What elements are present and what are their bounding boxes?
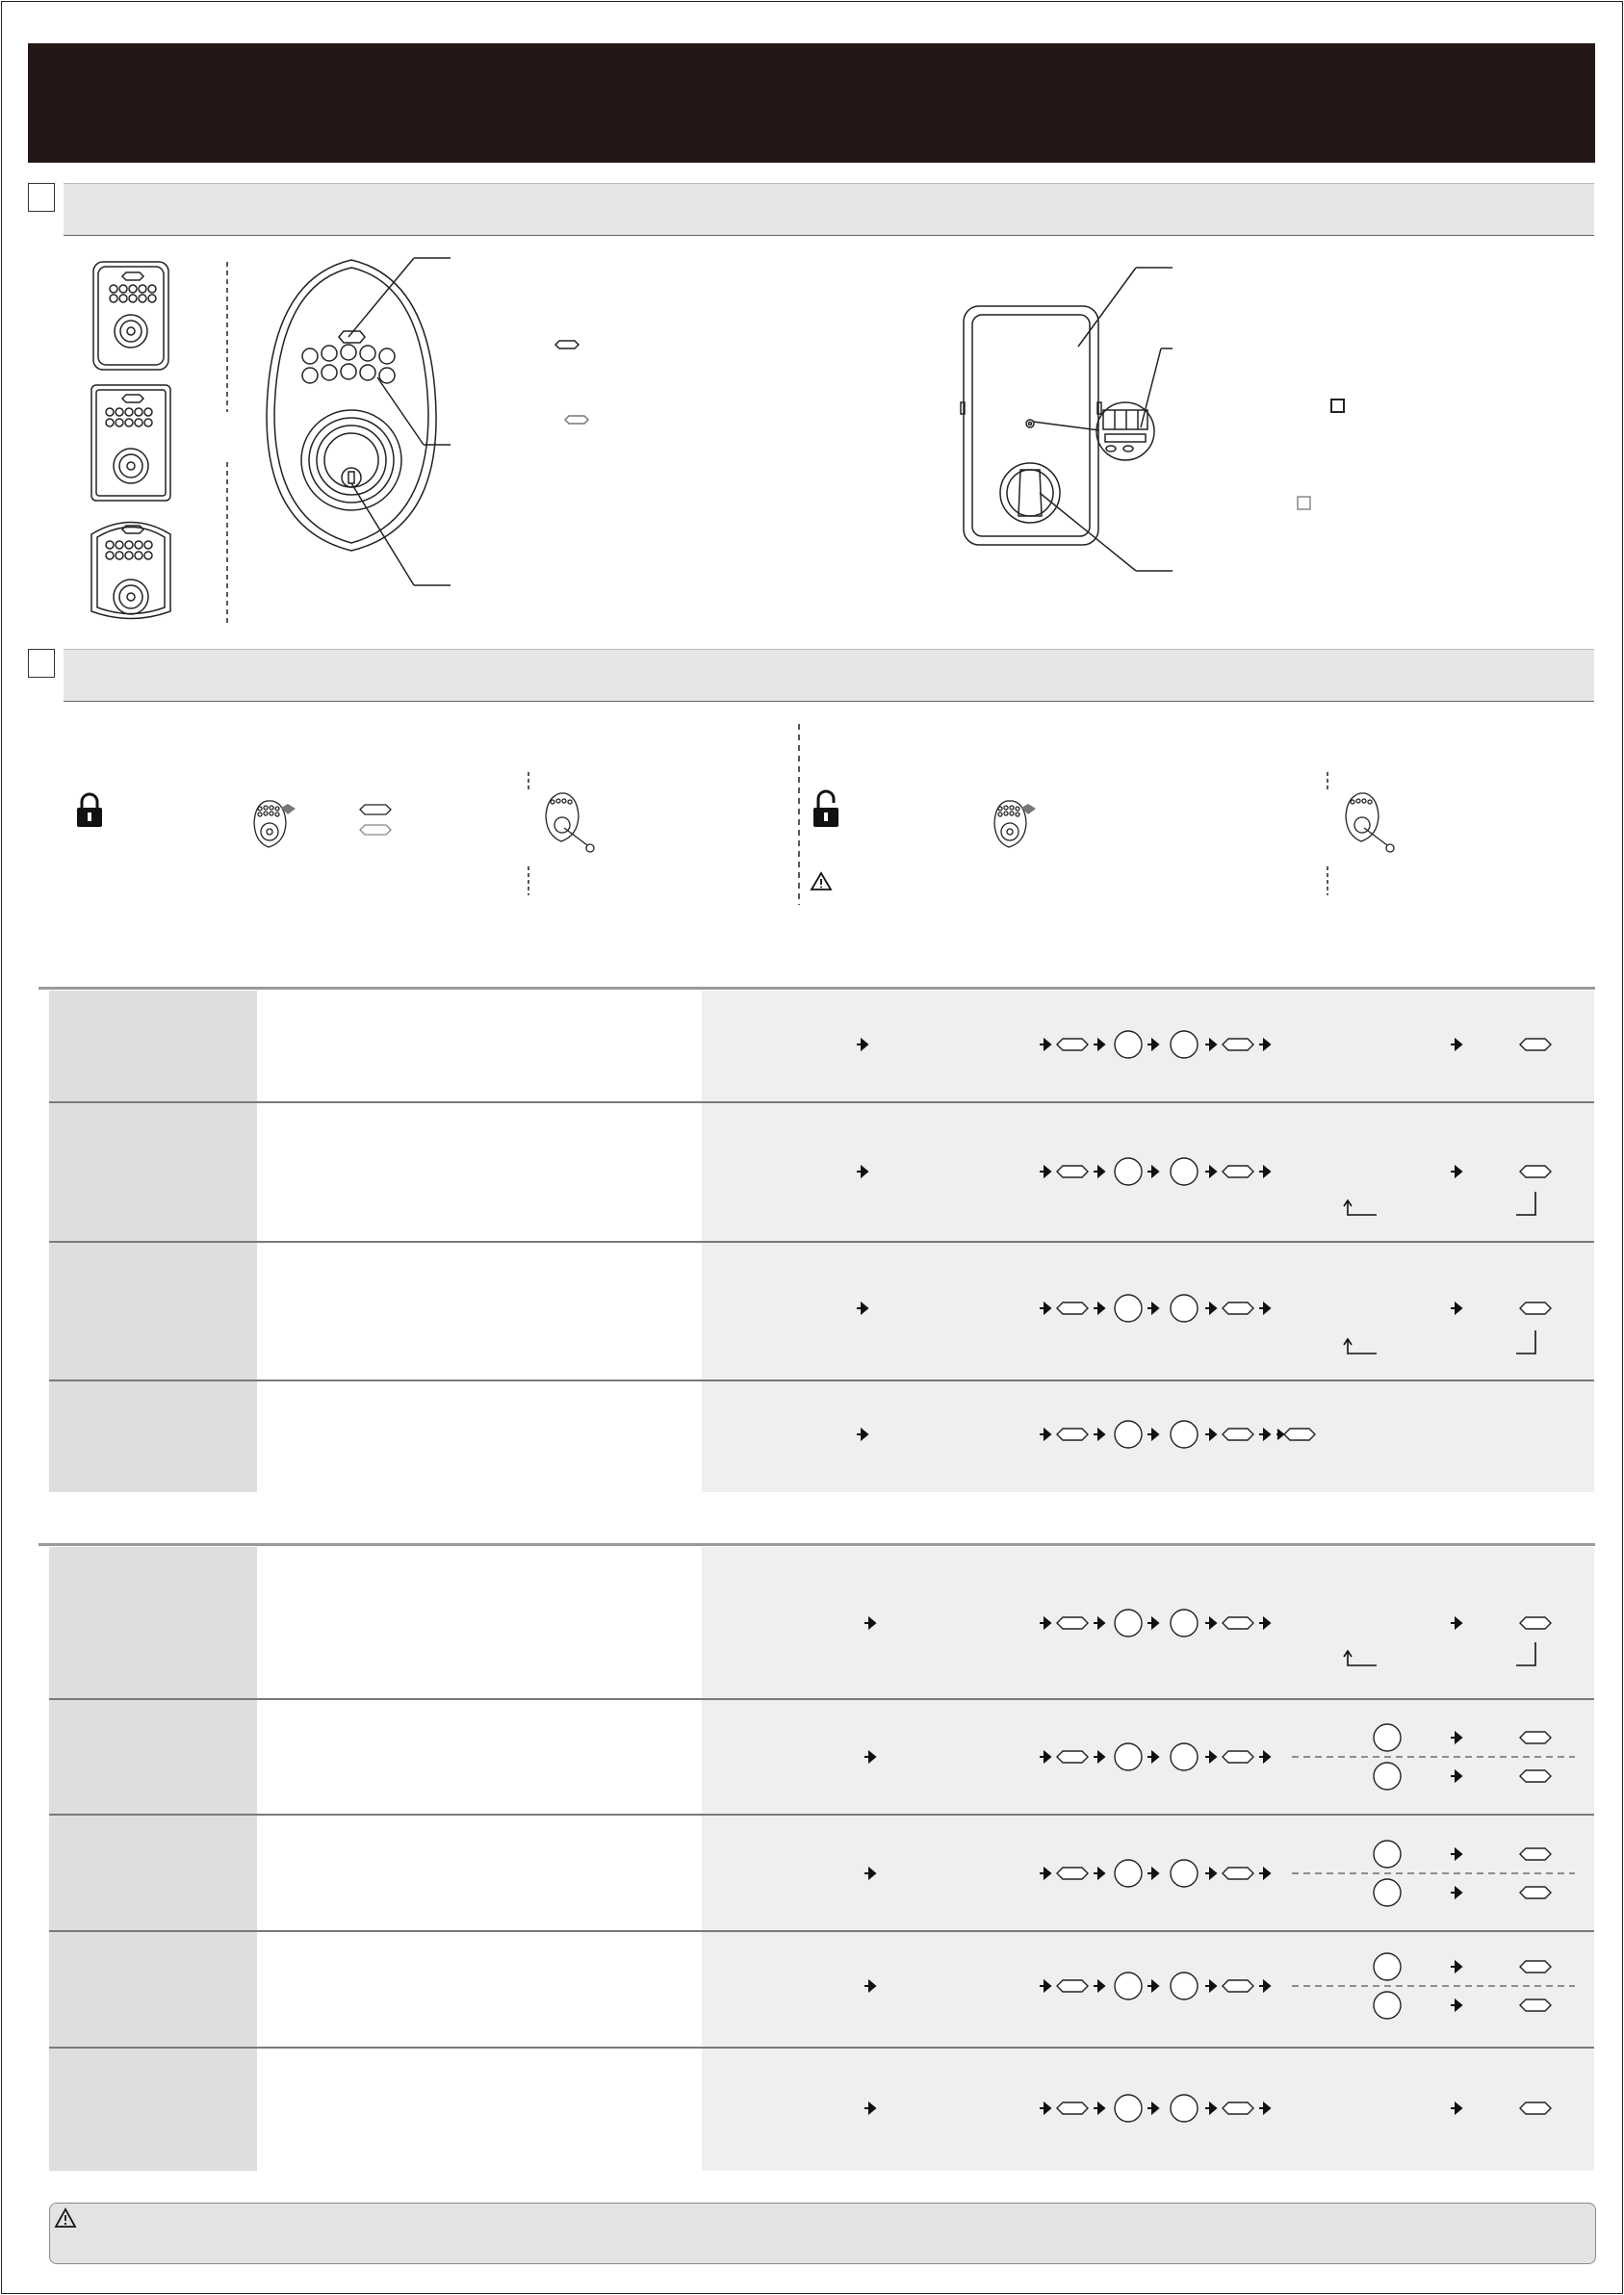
code-entry-circle-icon bbox=[1374, 1724, 1401, 1751]
code-entry-circle-icon bbox=[1115, 1421, 1142, 1448]
arrow-right-icon bbox=[1147, 1167, 1158, 1176]
code-entry-circle-icon bbox=[1115, 1031, 1142, 1058]
repeat-bracket-left bbox=[1348, 1652, 1377, 1665]
arrow-right-icon bbox=[1205, 1869, 1216, 1878]
code-entry-circle-icon bbox=[1171, 1610, 1198, 1637]
arrow-right-icon bbox=[1259, 2103, 1270, 2113]
lock-key-icon bbox=[1057, 1751, 1088, 1763]
lock-key-icon bbox=[1057, 1166, 1088, 1177]
arrow-right-icon bbox=[1259, 1430, 1270, 1439]
lock-key-icon bbox=[1057, 1868, 1088, 1879]
arrow-right-icon bbox=[1259, 1752, 1270, 1762]
arrow-right-icon bbox=[864, 2103, 875, 2113]
warning-triangle-icon bbox=[54, 2207, 77, 2229]
lock-key-icon bbox=[1057, 2102, 1088, 2114]
arrow-right-icon bbox=[1040, 1869, 1050, 1878]
arrow-right-icon bbox=[1147, 1981, 1158, 1991]
repeat-bracket-right bbox=[1516, 1330, 1535, 1354]
arrow-right-icon bbox=[1276, 1430, 1283, 1439]
lock-key-icon bbox=[1520, 1617, 1551, 1629]
code-entry-circle-icon bbox=[1171, 1860, 1198, 1887]
arrow-right-icon bbox=[864, 1869, 875, 1878]
lock-key-icon bbox=[1520, 2102, 1551, 2114]
arrow-right-icon bbox=[857, 1167, 867, 1176]
lock-key-icon bbox=[1057, 1617, 1088, 1629]
arrow-right-icon bbox=[1040, 1618, 1050, 1628]
lock-key-icon bbox=[1057, 1039, 1088, 1050]
arrow-right-icon bbox=[1259, 1869, 1270, 1878]
arrow-right-icon bbox=[1094, 1981, 1104, 1991]
code-entry-circle-icon bbox=[1115, 1743, 1142, 1770]
lock-key-icon bbox=[1223, 1751, 1253, 1763]
arrow-right-icon bbox=[1451, 1167, 1461, 1176]
lock-key-icon bbox=[1223, 1166, 1253, 1177]
arrow-right-icon bbox=[1451, 1849, 1461, 1859]
arrow-right-icon bbox=[864, 1981, 875, 1991]
arrow-right-icon bbox=[1259, 1981, 1270, 1991]
code-entry-circle-icon bbox=[1171, 1031, 1198, 1058]
code-entry-circle-icon bbox=[1171, 1421, 1198, 1448]
arrow-right-icon bbox=[1147, 2103, 1158, 2113]
lock-key-icon bbox=[1223, 1868, 1253, 1879]
code-entry-circle-icon bbox=[1115, 2095, 1142, 2122]
repeat-bracket-right bbox=[1516, 1192, 1535, 1215]
arrow-right-icon bbox=[1205, 1167, 1216, 1176]
arrow-right-icon bbox=[1451, 2000, 1461, 2010]
arrow-right-icon bbox=[1147, 1752, 1158, 1762]
arrow-right-icon bbox=[1451, 1962, 1461, 1972]
arrow-right-icon bbox=[1147, 1869, 1158, 1878]
lock-key-icon bbox=[1057, 1429, 1088, 1440]
code-entry-circle-icon bbox=[1171, 1158, 1198, 1185]
arrow-right-icon bbox=[1451, 1040, 1461, 1049]
arrow-right-icon bbox=[1094, 1869, 1104, 1878]
bottom-warning-box bbox=[49, 2203, 1596, 2264]
repeat-bracket-left bbox=[1348, 1201, 1377, 1215]
arrow-right-icon bbox=[1451, 1303, 1461, 1313]
lock-key-icon bbox=[1223, 1617, 1253, 1629]
repeat-bracket-left bbox=[1348, 1340, 1377, 1354]
arrow-right-icon bbox=[857, 1040, 867, 1049]
lock-key-icon bbox=[1057, 1302, 1088, 1314]
arrow-right-icon bbox=[1094, 1430, 1104, 1439]
code-entry-circle-icon bbox=[1171, 2095, 1198, 2122]
code-entry-circle-icon bbox=[1115, 1973, 1142, 1999]
code-entry-circle-icon bbox=[1374, 1879, 1401, 1906]
arrow-right-icon bbox=[1205, 1981, 1216, 1991]
arrow-right-icon bbox=[1040, 1040, 1050, 1049]
arrow-right-icon bbox=[1259, 1040, 1270, 1049]
lock-key-icon bbox=[1520, 1848, 1551, 1860]
arrow-right-icon bbox=[1094, 1618, 1104, 1628]
arrow-right-icon bbox=[864, 1752, 875, 1762]
code-entry-circle-icon bbox=[1115, 1295, 1142, 1322]
arrow-right-icon bbox=[1205, 1752, 1216, 1762]
lock-key-icon bbox=[1284, 1429, 1315, 1440]
arrow-right-icon bbox=[1451, 1733, 1461, 1742]
lock-key-icon bbox=[1223, 2102, 1253, 2114]
code-entry-circle-icon bbox=[1171, 1295, 1198, 1322]
arrow-right-icon bbox=[1451, 1771, 1461, 1781]
code-entry-circle-icon bbox=[1374, 1841, 1401, 1868]
arrow-right-icon bbox=[1040, 1752, 1050, 1762]
lock-key-icon bbox=[1520, 1999, 1551, 2011]
lock-key-icon bbox=[1520, 1961, 1551, 1973]
code-entry-circle-icon bbox=[1171, 1973, 1198, 1999]
arrow-right-icon bbox=[1040, 1430, 1050, 1439]
lock-key-icon bbox=[1223, 1302, 1253, 1314]
code-entry-circle-icon bbox=[1115, 1158, 1142, 1185]
arrow-right-icon bbox=[1451, 1888, 1461, 1897]
arrow-right-icon bbox=[1259, 1167, 1270, 1176]
lock-key-icon bbox=[1520, 1166, 1551, 1177]
arrow-right-icon bbox=[1205, 1303, 1216, 1313]
arrow-right-icon bbox=[1040, 2103, 1050, 2113]
arrow-right-icon bbox=[1094, 2103, 1104, 2113]
arrow-right-icon bbox=[1451, 1618, 1461, 1628]
arrow-right-icon bbox=[1147, 1430, 1158, 1439]
lock-key-icon bbox=[1520, 1302, 1551, 1314]
arrow-right-icon bbox=[1094, 1040, 1104, 1049]
lock-key-icon bbox=[1057, 1980, 1088, 1992]
arrow-right-icon bbox=[1094, 1303, 1104, 1313]
arrow-right-icon bbox=[1147, 1303, 1158, 1313]
arrow-right-icon bbox=[1451, 2103, 1461, 2113]
arrow-right-icon bbox=[1094, 1167, 1104, 1176]
lock-key-icon bbox=[1520, 1770, 1551, 1782]
arrow-right-icon bbox=[857, 1303, 867, 1313]
code-entry-circle-icon bbox=[1115, 1610, 1142, 1637]
arrow-right-icon bbox=[1147, 1618, 1158, 1628]
code-entry-circle-icon bbox=[1374, 1992, 1401, 2019]
code-entry-circle-icon bbox=[1374, 1763, 1401, 1790]
arrow-right-icon bbox=[1259, 1618, 1270, 1628]
arrow-right-icon bbox=[1205, 1618, 1216, 1628]
code-entry-circle-icon bbox=[1115, 1860, 1142, 1887]
arrow-right-icon bbox=[1040, 1167, 1050, 1176]
lock-key-icon bbox=[1520, 1732, 1551, 1743]
arrow-right-icon bbox=[1040, 1303, 1050, 1313]
lock-key-icon bbox=[1223, 1980, 1253, 1992]
arrow-right-icon bbox=[1040, 1981, 1050, 1991]
lock-key-icon bbox=[1223, 1429, 1253, 1440]
arrow-right-icon bbox=[1205, 1040, 1216, 1049]
lock-key-icon bbox=[1520, 1887, 1551, 1898]
arrow-right-icon bbox=[1259, 1303, 1270, 1313]
arrow-right-icon bbox=[864, 1618, 875, 1628]
code-entry-circle-icon bbox=[1374, 1953, 1401, 1980]
arrow-right-icon bbox=[1094, 1752, 1104, 1762]
arrow-right-icon bbox=[1147, 1040, 1158, 1049]
arrow-right-icon bbox=[1205, 2103, 1216, 2113]
lock-key-icon bbox=[1520, 1039, 1551, 1050]
code-entry-circle-icon bbox=[1171, 1743, 1198, 1770]
repeat-bracket-right bbox=[1516, 1642, 1535, 1665]
arrow-right-icon bbox=[1205, 1430, 1216, 1439]
arrow-right-icon bbox=[857, 1430, 867, 1439]
lock-key-icon bbox=[1223, 1039, 1253, 1050]
